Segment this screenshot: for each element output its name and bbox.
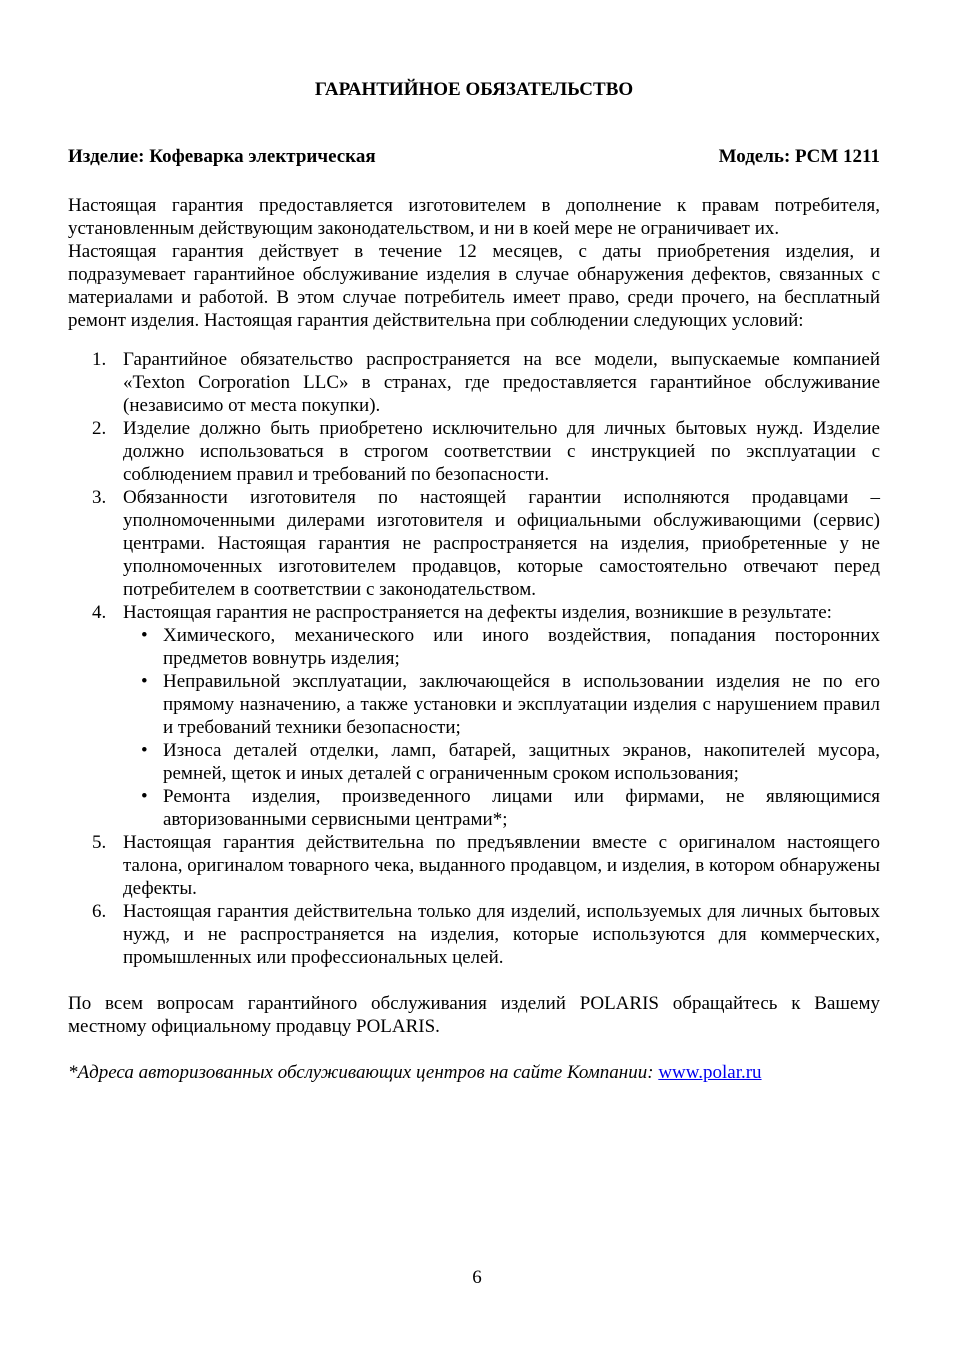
condition-item-5 (68, 831, 880, 900)
conditions-list (68, 348, 880, 969)
page-number: 6 (472, 1267, 482, 1288)
condition-text: Настоящая гарантия действительна по предъявлении вместе с оригиналом настоящего талона, оригиналом товарного чека, выданного продавцом, и изделия, в котором обнаружены дефекты. (123, 832, 880, 899)
closing-paragraph: По всем вопросам гарантийного обслуживания изделий POLARIS обращайтесь к Вашему местному официальному продавцу POLARIS. (68, 993, 880, 1037)
bullet-icon: • (141, 786, 148, 807)
bullet-icon: • (141, 740, 148, 761)
condition-number: 3. (92, 487, 107, 508)
condition-number: 6. (92, 901, 107, 922)
model-label: Модель: PCM 1211 (718, 146, 880, 167)
condition-item-1 (68, 348, 880, 417)
condition-text: Изделие должно быть приобретено исключительно для личных бытовых нужд. Изделие должно использоваться в строгом соответствии с инструкцией по эксплуатации с соблюдением правил и требований по безопасности. (123, 418, 880, 485)
defect-cause-item-4 (123, 785, 880, 831)
footnote (68, 1061, 880, 1084)
defect-cause-text: Неправильной эксплуатации, заключающейся в использовании изделия не по его прямому назначению, а также установки и эксплуатации изделия с нарушением правил и требований техники безопасности; (163, 671, 880, 738)
defect-cause-text: Износа деталей отделки, ламп, батарей, защитных экранов, накопителей мусора, ремней, щеток и иных деталей с ограниченным сроком использования; (163, 740, 880, 784)
document-content (68, 0, 880, 1084)
defect-cause-item-2 (123, 670, 880, 739)
defect-cause-text: Ремонта изделия, произведенного лицами или фирмами, не являющимися авторизованными сервисными центрами*; (163, 786, 880, 830)
condition-item-2 (68, 417, 880, 486)
product-label: Изделие: Кофеварка электрическая (68, 146, 376, 167)
condition-item-6 (68, 900, 880, 969)
product-model-row (68, 145, 880, 168)
defect-causes-list (123, 624, 880, 831)
condition-text: Обязанности изготовителя по настоящей гарантии исполняются продавцами – уполномоченными дилерами изготовителя и официальными обслуживающими (сервис) центрами. Настоящая гарантия не распространяется на изделия, приобретенные у не уполномоченных изготовителем продавцов, которые самостоятельно отвечают перед потребителем в соответствии с законодательством. (123, 487, 880, 600)
intro-paragraph-2: Настоящая гарантия действует в течение 12 месяцев, с даты приобретения изделия, и подразумевает гарантийное обслуживание изделия в случае обнаружения дефектов, связанных с материалами и работой. В этом случае потребитель имеет право, среди прочего, на бесплатный ремонт изделия. Настоящая гарантия действительна при соблюдении следующих условий: (68, 241, 880, 331)
condition-number: 1. (92, 349, 107, 370)
footnote-text: *Адреса авторизованных обслуживающих центров на сайте Компании: (68, 1062, 659, 1083)
bullet-icon: • (141, 625, 148, 646)
footnote-link[interactable]: www.polar.ru (658, 1062, 762, 1083)
page-title: ГАРАНТИЙНОЕ ОБЯЗАТЕЛЬСТВО (314, 79, 634, 100)
defect-cause-item-3 (123, 739, 880, 785)
condition-item-3 (68, 486, 880, 601)
condition-item-4 (68, 601, 880, 831)
defect-cause-text: Химического, механического или иного воздействия, попадания посторонних предметов вовнутрь изделия; (163, 625, 880, 669)
condition-text: Настоящая гарантия действительна только для изделий, используемых для личных бытовых нужд, и не распространяется на изделия, которые используются для коммерческих, промышленных или профессиональных целей. (123, 901, 880, 968)
bullet-icon: • (141, 671, 148, 692)
condition-number: 4. (92, 602, 107, 623)
condition-number: 5. (92, 832, 107, 853)
intro-paragraph-1: Настоящая гарантия предоставляется изготовителем в дополнение к правам потребителя, установленным действующим законодательством, и ни в коей мере не ограничивает их. (68, 195, 880, 239)
condition-number: 2. (92, 418, 107, 439)
defect-cause-item-1 (123, 624, 880, 670)
condition-text: Гарантийное обязательство распространяется на все модели, выпускаемые компанией «Texton Corporation LLC» в странах, где предоставляется гарантийное обслуживание (независимо от места покупки). (123, 349, 880, 416)
condition-text: Настоящая гарантия не распространяется на дефекты изделия, возникшие в результате: (123, 602, 832, 623)
